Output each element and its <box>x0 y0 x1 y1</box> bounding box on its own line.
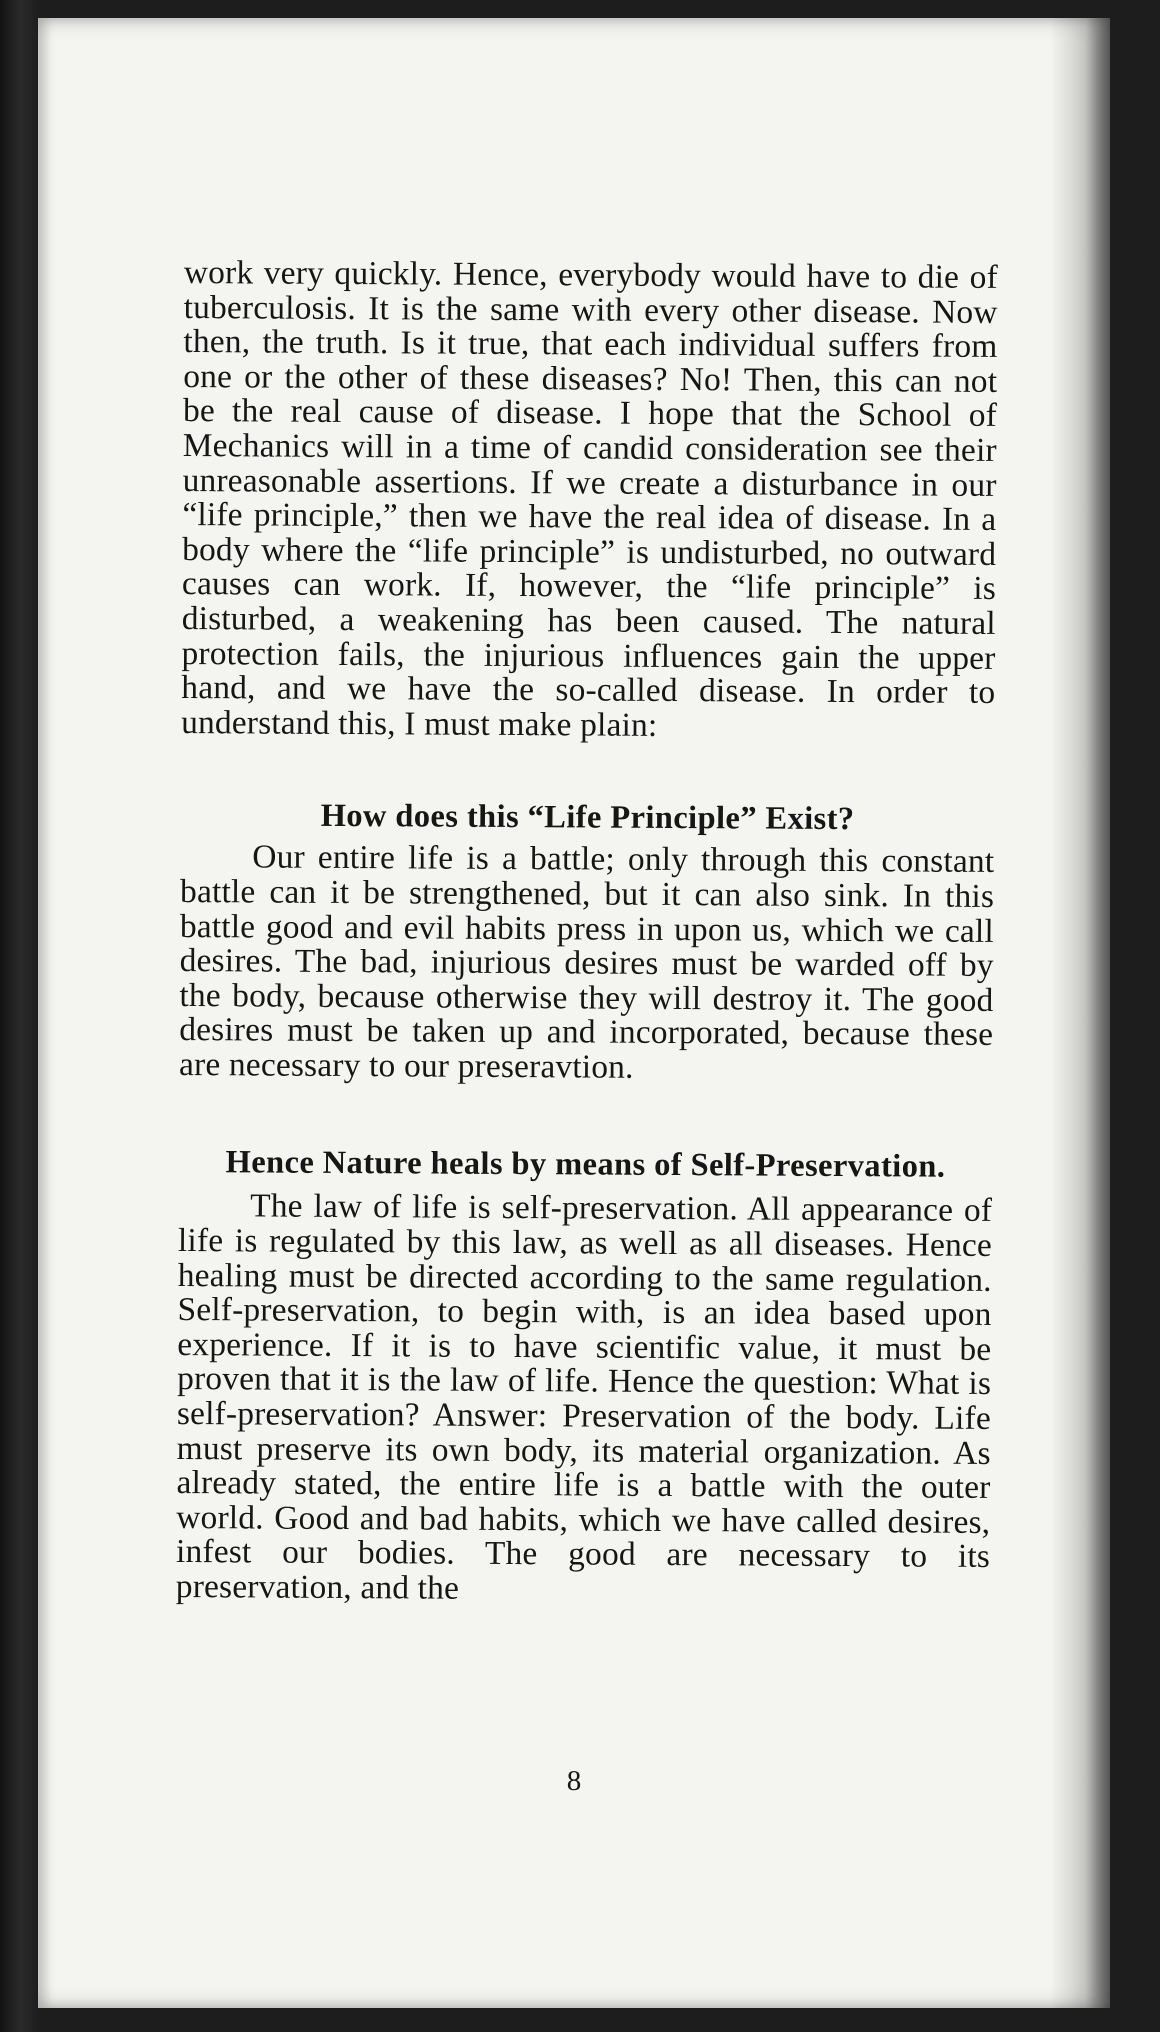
page-edge-shadow <box>1050 18 1110 2008</box>
section-heading-self-preservation: Hence Nature heals by means of Self-Preservation. <box>225 1144 946 1186</box>
paragraph-battle: Our entire life is a battle; only through this constant battle can it be strengthened, but it can also sink. In this battle good and evil habits press in upon us, which we call desires. The bad, injurious desires must be warded off by the body, because otherwise they will destroy it. The good desires must be taken up and incorporated, because these are necessary to our preseravtion. <box>178 838 995 1086</box>
book-page <box>38 18 1110 2008</box>
paragraph-law-of-life: The law of life is self-preservation. All appearance of life is regulated by this law, as well as all diseases. Hence healing must be directed according to the same regulation. Self-preservation, to begin with, is an idea based upon experience. If it is to have scientific value, it must be proven that it is the law of life. Hence the question: What is self-preservation? Answer: Preservation of the body. Life must preserve its own body, its material organization. As already stated, the entire life is a battle with the outer world. Good and bad habits, which we have called desires, infest our bodies. The good are necessary to its preservation, and the <box>175 1187 993 1607</box>
section-heading-life-principle: How does this “Life Principle” Exist? <box>320 798 855 838</box>
page-number: 8 <box>566 1765 582 1797</box>
page-text-block <box>176 256 998 1610</box>
paragraph-intro: work very quickly. Hence, everybody would have to die of tuberculosis. It is the same with every other disease. Now then, the truth. Is it true, that each individual suffers from one or the other of these diseases? No! Then, this can not be the real cause of disease. I hope that the School of Mechanics will in a time of candid consideration see their unreasonable assertions. If we create a disturbance in our “life principle,” then we have the real idea of disease. In a body where the “life principle” is undisturbed, no outward causes can work. If, however, the “life principle” is disturbed, a weakening has been caused. The natural protection fails, the injurious influences gain the upper hand, and we have the so-called disease. In order to understand this, I must make plain: <box>181 254 998 744</box>
